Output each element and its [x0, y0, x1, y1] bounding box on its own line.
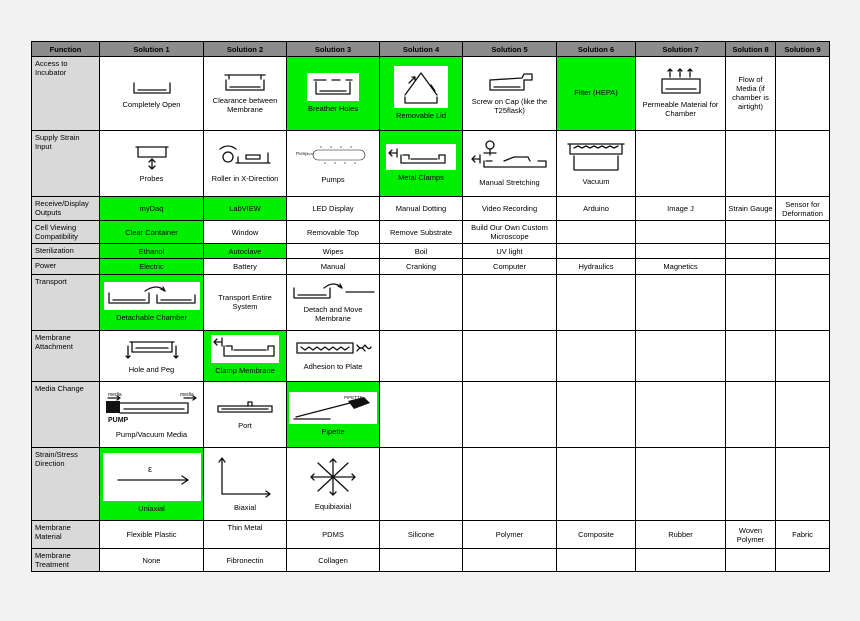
cell-empty — [726, 259, 776, 275]
roller-sketch — [216, 143, 274, 171]
cell-empty — [636, 221, 726, 244]
cell-empty — [776, 275, 830, 331]
cell-manual: Manual — [287, 259, 380, 275]
cell-empty — [776, 448, 830, 521]
cell-hole-and-peg: Hole and Peg — [100, 331, 204, 382]
cell-permeable-material: Permeable Material for Chamber — [636, 57, 726, 131]
cell-manual-dotting: Manual Dotting — [380, 197, 463, 221]
header-solution-9: Solution 9 — [776, 42, 830, 57]
cell-empty — [726, 331, 776, 382]
header-solution-7: Solution 7 — [636, 42, 726, 57]
cell-sensor-for-deformation: Sensor for Deformation — [776, 197, 830, 221]
cell-biaxial: Biaxial — [204, 448, 287, 521]
port-sketch — [214, 398, 276, 418]
cell-rubber: Rubber — [636, 521, 726, 549]
cell-transport-entire-system: Transport Entire System — [204, 275, 287, 331]
function-transport: Transport — [32, 275, 100, 331]
cell-roller-x-direction: Roller in X-Direction — [204, 131, 287, 197]
function-access-to-incubator: Access to Incubator — [32, 57, 100, 131]
function-media-change: Media Change — [32, 382, 100, 448]
cell-probes: Probes — [100, 131, 204, 197]
cell-empty — [557, 244, 636, 259]
cell-fabric: Fabric — [776, 521, 830, 549]
svg-text:media: media — [107, 391, 122, 398]
cell-empty — [380, 382, 463, 448]
cell-labview: LabVIEW — [204, 197, 287, 221]
cell-detach-and-move-membrane: Detach and Move Membrane — [287, 275, 380, 331]
cell-pdms: PDMS — [287, 521, 380, 549]
cell-pipette: PIPETTE Pipette — [287, 382, 380, 448]
cell-empty — [636, 382, 726, 448]
cell-metal-clamps: Metal Clamps — [380, 131, 463, 197]
adhesion-plate-sketch — [293, 339, 373, 359]
cell-empty — [636, 331, 726, 382]
cell-silicone: Silicone — [380, 521, 463, 549]
header-solution-8: Solution 8 — [726, 42, 776, 57]
cell-screw-on-cap: Screw on Cap (like the T25flask) — [463, 57, 557, 131]
biaxial-sketch — [212, 454, 278, 500]
cell-empty — [776, 331, 830, 382]
pumps-sketch — [295, 142, 371, 172]
probes-sketch — [132, 143, 172, 171]
cell-empty — [776, 259, 830, 275]
cell-empty — [636, 275, 726, 331]
cell-remove-substrate: Remove Substrate — [380, 221, 463, 244]
header-function: Function — [32, 42, 100, 57]
cell-empty — [776, 131, 830, 197]
cell-empty — [557, 382, 636, 448]
cell-empty — [636, 244, 726, 259]
cell-arduino: Arduino — [557, 197, 636, 221]
uniaxial-sketch — [103, 453, 201, 501]
svg-text:Pump: Pump — [296, 150, 308, 156]
morphological-chart — [31, 41, 830, 572]
function-receive-display-outputs: Receive/Display Outputs — [32, 197, 100, 221]
equibiaxial-sketch — [303, 455, 363, 499]
cell-removable-lid: Removable Lid — [380, 57, 463, 131]
header-solution-6: Solution 6 — [557, 42, 636, 57]
cell-computer: Computer — [463, 259, 557, 275]
cell-autoclave: Autoclave — [204, 244, 287, 259]
cell-polymer: Polymer — [463, 521, 557, 549]
function-strain-stress-direction: Strain/Stress Direction — [32, 448, 100, 521]
cell-thin-metal: Thin Metal — [204, 521, 287, 549]
clamp-membrane-sketch — [211, 335, 279, 363]
cell-empty — [463, 382, 557, 448]
cell-led-display: LED Display — [287, 197, 380, 221]
cell-flow-of-media: Flow of Media (if chamber is airtight) — [726, 57, 776, 131]
table-row — [32, 521, 830, 549]
cell-empty — [726, 244, 776, 259]
cell-clamp-membrane: Clamp Membrane — [204, 331, 287, 382]
cell-removable-top: Removable Top — [287, 221, 380, 244]
cell-empty — [636, 448, 726, 521]
function-supply-strain-input: Supply Strain Input — [32, 131, 100, 197]
cell-empty — [557, 331, 636, 382]
cell-empty — [726, 448, 776, 521]
cell-strain-gauge: Strain Gauge — [726, 197, 776, 221]
cell-equibiaxial: Equibiaxial — [287, 448, 380, 521]
cell-empty — [463, 275, 557, 331]
cell-empty — [380, 275, 463, 331]
pump-vacuum-media-sketch — [104, 389, 200, 427]
function-membrane-treatment: Membrane Treatment — [32, 549, 100, 572]
cell-empty — [726, 131, 776, 197]
cell-wipes: Wipes — [287, 244, 380, 259]
cell-empty — [557, 275, 636, 331]
metal-clamps-sketch — [386, 144, 456, 170]
table-row — [32, 448, 830, 521]
cell-fibronectin: Fibronectin — [204, 549, 287, 572]
cell-video-recording: Video Recording — [463, 197, 557, 221]
table-row — [32, 221, 830, 244]
svg-text:PUMP: PUMP — [107, 416, 128, 424]
pipette-sketch — [289, 392, 377, 424]
cell-empty — [726, 275, 776, 331]
cell-clearance-between-membrane: Clearance between Membrane — [204, 57, 287, 131]
header-solution-3: Solution 3 — [287, 42, 380, 57]
function-membrane-material: Membrane Material — [32, 521, 100, 549]
cell-custom-microscope: Build Our Own Custom Microscope — [463, 221, 557, 244]
table-row — [32, 131, 830, 197]
svg-text:ε: ε — [147, 464, 152, 474]
cell-pumps: Pump Pumps — [287, 131, 380, 197]
cell-empty — [776, 549, 830, 572]
vacuum-sketch — [564, 140, 628, 174]
cell-battery: Battery — [204, 259, 287, 275]
cell-cranking: Cranking — [380, 259, 463, 275]
function-sterilization: Sterilization — [32, 244, 100, 259]
cell-empty — [776, 382, 830, 448]
cell-magnetics: Magnetics — [636, 259, 726, 275]
cell-empty — [776, 244, 830, 259]
cell-empty — [726, 221, 776, 244]
cell-flexible-plastic: Flexible Plastic — [100, 521, 204, 549]
function-membrane-attachment: Membrane Attachment — [32, 331, 100, 382]
table-row — [32, 197, 830, 221]
cell-empty — [557, 221, 636, 244]
cell-detachable-chamber: Detachable Chamber — [100, 275, 204, 331]
removable-lid-sketch — [394, 66, 448, 108]
cell-manual-stretching: Manual Stretching — [463, 131, 557, 197]
cell-empty — [636, 549, 726, 572]
cell-composite: Composite — [557, 521, 636, 549]
table-row — [32, 259, 830, 275]
cell-filter-hepa: Filter (HEPA) — [557, 57, 636, 131]
cell-empty — [463, 549, 557, 572]
cell-empty — [557, 448, 636, 521]
cell-empty — [776, 57, 830, 131]
table-row — [32, 275, 830, 331]
table-row — [32, 244, 830, 259]
header-solution-1: Solution 1 — [100, 42, 204, 57]
cell-ethanol: Ethanol — [100, 244, 204, 259]
cell-empty — [726, 549, 776, 572]
cell-empty — [380, 331, 463, 382]
cell-empty — [380, 549, 463, 572]
header-solution-2: Solution 2 — [204, 42, 287, 57]
cell-empty — [726, 382, 776, 448]
cell-breather-holes: Breather Holes — [287, 57, 380, 131]
clearance-chamber-sketch — [221, 71, 269, 93]
table-row — [32, 331, 830, 382]
cell-hydraulics: Hydraulics — [557, 259, 636, 275]
cell-completely-open: Completely Open — [100, 57, 204, 131]
manual-stretching-sketch — [470, 139, 550, 175]
cell-electric: Electric — [100, 259, 204, 275]
table-row — [32, 549, 830, 572]
header-solution-5: Solution 5 — [463, 42, 557, 57]
cell-empty — [776, 221, 830, 244]
cell-collagen: Collagen — [287, 549, 380, 572]
cell-adhesion-to-plate: Adhesion to Plate — [287, 331, 380, 382]
cell-empty — [380, 448, 463, 521]
breather-holes-sketch — [307, 73, 359, 101]
header-solution-4: Solution 4 — [380, 42, 463, 57]
detachable-chamber-sketch — [104, 282, 200, 310]
header-row — [32, 42, 830, 57]
open-chamber-sketch — [130, 77, 174, 97]
svg-text:media: media — [179, 391, 194, 398]
function-cell-viewing-compatibility: Cell Viewing Compatibility — [32, 221, 100, 244]
function-power: Power — [32, 259, 100, 275]
cell-vacuum: Vacuum — [557, 131, 636, 197]
cell-pump-vacuum-media: media media PUMP Pump/Vacuum Media — [100, 382, 204, 448]
table-row — [32, 382, 830, 448]
svg-text:PIPETTE: PIPETTE — [344, 394, 363, 400]
cell-clear-container: Clear Container — [100, 221, 204, 244]
hole-peg-sketch — [122, 336, 182, 362]
cell-mydaq: myDaq — [100, 197, 204, 221]
cell-image-j: Image J — [636, 197, 726, 221]
cell-port: Port — [204, 382, 287, 448]
cell-woven-polymer: Woven Polymer — [726, 521, 776, 549]
cell-uniaxial: ε Uniaxial — [100, 448, 204, 521]
permeable-material-sketch — [656, 67, 706, 97]
table-row — [32, 57, 830, 131]
cell-empty — [636, 131, 726, 197]
cell-window: Window — [204, 221, 287, 244]
cell-none: None — [100, 549, 204, 572]
cell-empty — [463, 448, 557, 521]
cell-uv-light: UV light — [463, 244, 557, 259]
cell-empty — [557, 549, 636, 572]
cell-boil: Boil — [380, 244, 463, 259]
detach-membrane-sketch — [290, 280, 376, 302]
cell-empty — [463, 331, 557, 382]
screw-cap-sketch — [484, 70, 536, 94]
